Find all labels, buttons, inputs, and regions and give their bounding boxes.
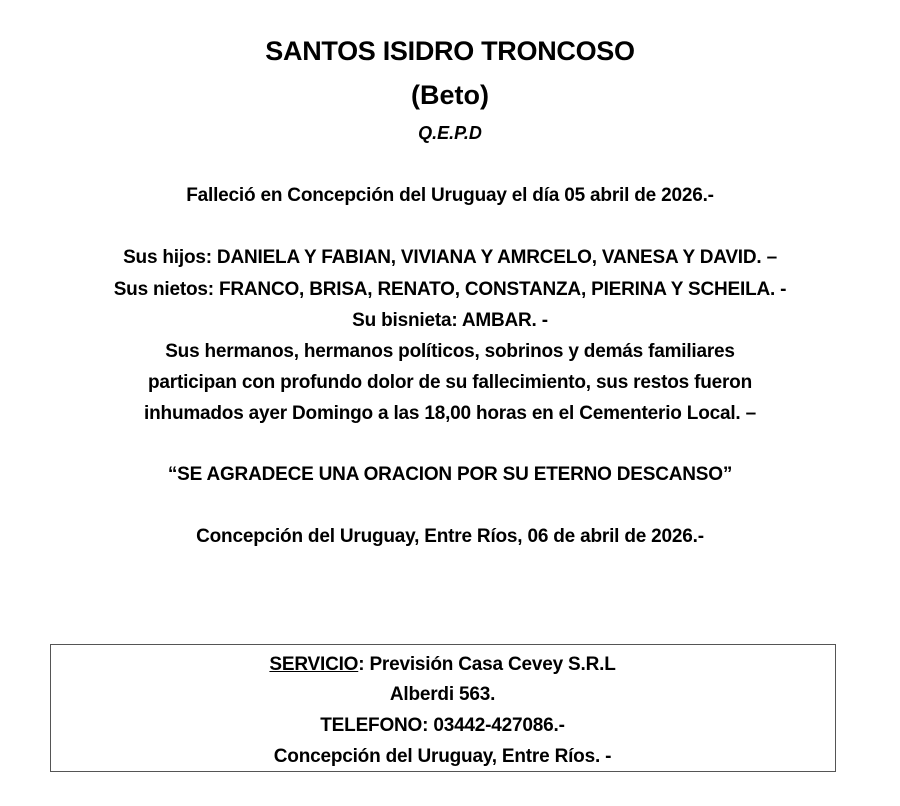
family-line-2: participan con profundo dolor de su fallecimiento, sus restos fueron [148,372,752,393]
service-box [50,644,836,772]
deceased-name: SANTOS ISIDRO TRONCOSO [265,36,635,66]
children-line: Sus hijos: DANIELA Y FABIAN, VIVIANA Y AMRCELO, VANESA Y DAVID. – [123,247,777,268]
service-provider-line [51,652,834,678]
death-line: Falleció en Concepción del Uruguay el día 05 abril de 2026.- [186,185,714,206]
family-line-3: inhumados ayer Domingo a las 18,00 horas en el Cementerio Local. – [144,403,756,424]
service-provider: : Previsión Casa Cevey S.R.L [358,654,616,675]
service-city: Concepción del Uruguay, Entre Ríos. - [273,746,612,767]
great-grandchild-line: Su bisnieta: AMBAR. - [352,310,548,331]
grandchildren-line: Sus nietos: FRANCO, BRISA, RENATO, CONSTANZA, PIERINA Y SCHEILA. - [113,279,787,300]
service-phone: TELEFONO: 03442-427086.- [320,715,565,736]
place-date-line: Concepción del Uruguay, Entre Ríos, 06 de abril de 2026.- [196,526,704,547]
qepd-text: Q.E.P.D [418,123,482,143]
service-address: Alberdi 563. [389,684,496,705]
family-line-1: Sus hermanos, hermanos políticos, sobrinos y demás familiares [165,341,735,362]
service-label: SERVICIO [269,654,359,675]
deceased-alias: (Beto) [411,80,489,110]
prayer-line: “SE AGRADECE UNA ORACION POR SU ETERNO DESCANSO” [167,464,733,485]
